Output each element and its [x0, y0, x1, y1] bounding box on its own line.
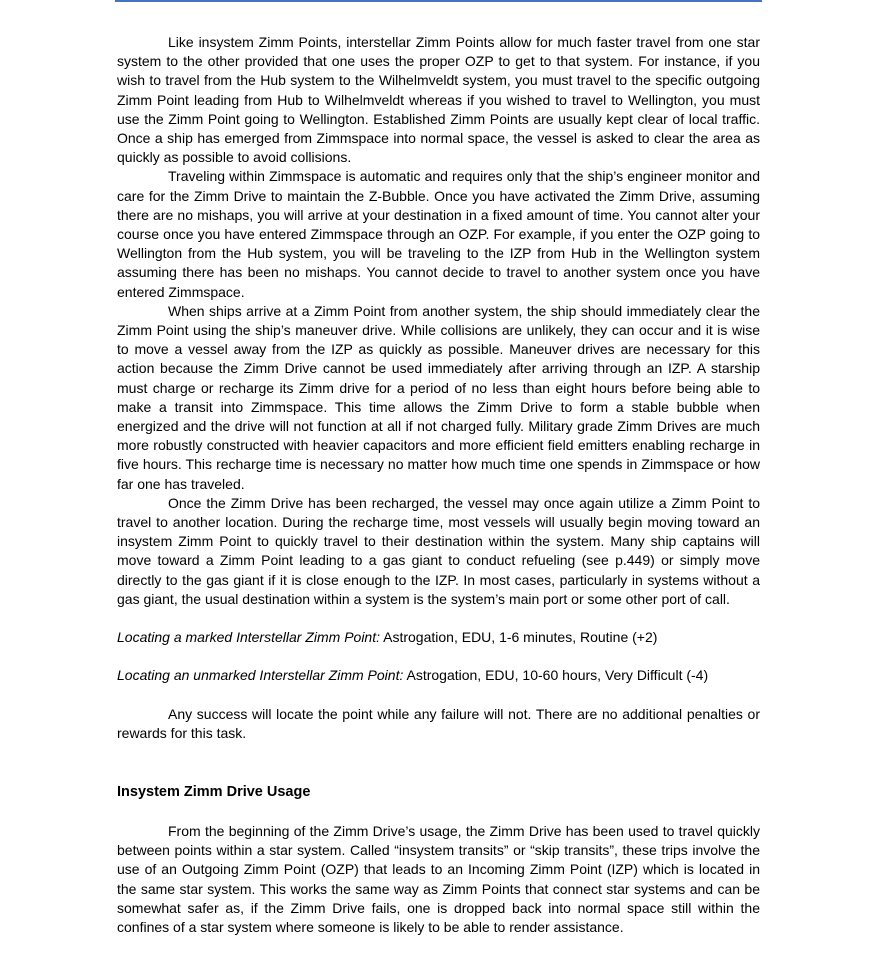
- body-paragraph: Once the Zimm Drive has been recharged, the vessel may once again utilize a Zimm Point to travel to another location. During the recharge time, most vessels will usually begin moving toward an insystem Zimm Point to quickly travel to their destination within the system. Many ship captains will move toward a Zimm Point leading to a gas giant to conduct refueling (see p.449) or simply move directly to the gas giant if it is close enough to the IZP. In most cases, particularly in systems without a gas giant, the usual destination within a system is the system’s main port or some other port of call.: [117, 494, 760, 607]
- task-detail: Astrogation, EDU, 1-6 minutes, Routine (+2): [383, 629, 658, 646]
- task-note: Any success will locate the point while any failure will not. There are no additional penalties or rewards for this task.: [117, 705, 760, 741]
- body-paragraph: When ships arrive at a Zimm Point from another system, the ship should immediately clear the Zimm Point using the ship’s maneuver drive. While collisions are unlikely, they can occur and it is wise to move a vessel away from the IZP as quickly as possible. Maneuver drives are necessary for this action because the Zimm Drive cannot be used immediately after arriving through an IZP. A starship must charge or recharge its Zimm drive for a period of no less than eight hours before being able to make a transit into Zimmspace. This time allows the Zimm Drive to form a stable bubble when energized and the drive will not function at all if not charged fully. Military grade Zimm Drives are much more robustly constructed with heavier capacitors and more efficient field emitters enabling recharge in five hours. This recharge time is necessary no matter how much time one spends in Zimmspace or how far one has traveled.: [117, 302, 760, 492]
- task-line-unmarked: [117, 666, 760, 685]
- document-page: [117, 33, 760, 937]
- task-line-marked: [117, 628, 760, 647]
- header-rule: [115, 0, 762, 2]
- section-heading: Insystem Zimm Drive Usage: [117, 783, 311, 800]
- body-paragraph: Like insystem Zimm Points, interstellar Zimm Points allow for much faster travel from one star system to the other provided that one uses the proper OZP to get to that system. For instance, if you wish to travel from the Hub system to the Wilhelmveldt system, you must travel to the specific outgoing Zimm Point leading from Hub to Wilhelmveldt whereas if you wished to travel to Wellington, you must use the Zimm Point going to Wellington. Established Zimm Points are usually kept clear of local traffic. Once a ship has emerged from Zimmspace into normal space, the vessel is asked to clear the area as quickly as possible to avoid collisions.: [117, 34, 760, 166]
- section-paragraph: From the beginning of the Zimm Drive’s usage, the Zimm Drive has been used to travel quickly between points within a star system. Called “insystem transits” or “skip transits”, these trips involve the use of an Outgoing Zimm Point (OZP) that leads to an Incoming Zimm Point (IZP) which is located in the same star system. This works the same way as Zimm Points that connect star systems and can be somewhat safer as, if the Zimm Drive fails, one is dropped back into normal space still within the confines of a star system where someone is likely to be able to render assistance.: [117, 822, 760, 935]
- task-detail: Astrogation, EDU, 10-60 hours, Very Difficult (-4): [406, 667, 709, 684]
- task-label: Locating an unmarked Interstellar Zimm Point:: [117, 667, 404, 684]
- task-label: Locating a marked Interstellar Zimm Point:: [117, 629, 380, 646]
- body-paragraph: Traveling within Zimmspace is automatic and requires only that the ship’s engineer monitor and care for the Zimm Drive to maintain the Z-Bubble. Once you have activated the Zimm Drive, assuming there are no mishaps, you will arrive at your destination in a fixed amount of time. You cannot alter your course once you have entered Zimmspace through an OZP. For example, if you enter the OZP going to Wellington from the Hub system, you will be traveling to the IZP from Hub in the Wellington system assuming there has been no mishaps. You cannot decide to travel to another system once you have entered Zimmspace.: [117, 168, 760, 300]
